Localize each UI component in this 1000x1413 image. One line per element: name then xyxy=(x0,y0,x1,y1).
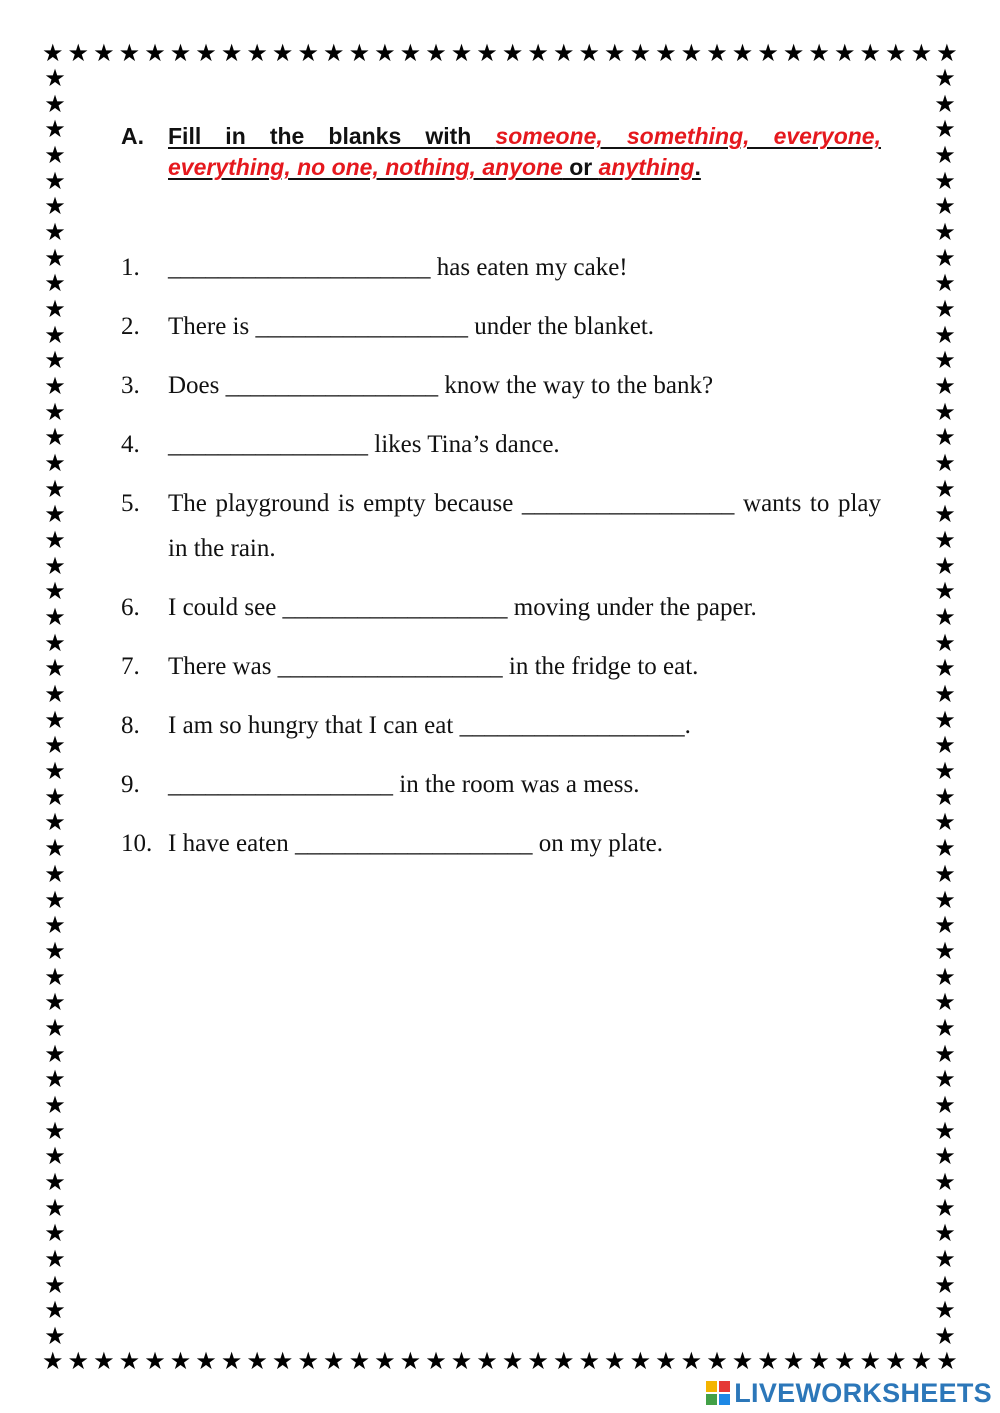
question-item xyxy=(121,422,881,467)
star-icon: ★ xyxy=(246,1347,268,1375)
question-item xyxy=(121,481,881,571)
word-list: someone, something, everyone, everything, no one, nothing, anyone xyxy=(168,123,881,180)
star-icon: ★ xyxy=(629,39,652,67)
star-icon: ★ xyxy=(578,1347,600,1375)
star-icon: ★ xyxy=(169,39,192,67)
question-text: I have eaten ___________________ on my plate. xyxy=(168,830,664,857)
star-icon: ★ xyxy=(118,39,141,67)
star-icon: ★ xyxy=(44,782,66,811)
star-icon: ★ xyxy=(44,628,66,657)
star-icon: ★ xyxy=(44,577,66,606)
star-icon: ★ xyxy=(44,1116,66,1145)
star-icon: ★ xyxy=(425,39,447,67)
star-icon: ★ xyxy=(578,39,600,67)
star-icon: ★ xyxy=(527,39,549,67)
question-number: 9. xyxy=(121,771,140,798)
star-icon: ★ xyxy=(934,1039,956,1068)
question-text: There is _________________ under the blanket. xyxy=(168,313,655,340)
star-icon: ★ xyxy=(476,39,498,67)
star-icon: ★ xyxy=(934,141,956,170)
star-icon: ★ xyxy=(44,1321,66,1350)
question-text: ________________ likes Tina’s dance. xyxy=(168,431,560,458)
star-icon: ★ xyxy=(44,1296,66,1325)
logo-square xyxy=(706,1394,717,1405)
star-icon: ★ xyxy=(44,320,66,349)
star-icon: ★ xyxy=(348,1347,371,1375)
star-icon: ★ xyxy=(934,603,956,632)
question-number: 3. xyxy=(121,372,140,399)
star-icon: ★ xyxy=(67,39,90,67)
star-icon: ★ xyxy=(44,757,66,786)
question-text: I could see __________________ moving under the paper. xyxy=(168,594,757,621)
star-icon: ★ xyxy=(44,1013,66,1042)
star-icon: ★ xyxy=(44,115,66,144)
star-icon: ★ xyxy=(348,39,371,67)
liveworksheets-logo-icon xyxy=(706,1381,730,1405)
star-icon: ★ xyxy=(44,474,66,503)
star-icon: ★ xyxy=(399,1347,422,1375)
star-icon: ★ xyxy=(934,551,956,580)
star-icon: ★ xyxy=(44,680,66,709)
watermark-text: LIVEWORKSHEETS xyxy=(734,1377,992,1408)
star-icon: ★ xyxy=(44,166,66,195)
star-icon: ★ xyxy=(44,372,66,401)
star-icon: ★ xyxy=(934,936,956,965)
star-icon: ★ xyxy=(297,1347,319,1375)
star-icon: ★ xyxy=(44,654,66,683)
star-icon: ★ xyxy=(44,705,66,734)
question-item xyxy=(121,703,881,748)
question-text: Does _________________ know the way to the bank? xyxy=(168,372,714,399)
instruction-prefix: Fill in the blanks with xyxy=(168,123,496,149)
star-icon: ★ xyxy=(552,39,575,67)
star-icon: ★ xyxy=(195,39,217,67)
star-icon: ★ xyxy=(680,1347,703,1375)
star-icon: ★ xyxy=(501,39,524,67)
star-icon: ★ xyxy=(782,1347,805,1375)
star-icon: ★ xyxy=(934,1321,956,1350)
section-instruction xyxy=(168,121,881,183)
star-icon: ★ xyxy=(934,628,956,657)
star-icon: ★ xyxy=(808,1347,830,1375)
star-icon: ★ xyxy=(44,885,66,914)
star-icon: ★ xyxy=(44,141,66,170)
star-icon: ★ xyxy=(44,551,66,580)
star-icon: ★ xyxy=(934,885,956,914)
star-icon: ★ xyxy=(144,1347,166,1375)
star-icon: ★ xyxy=(655,39,677,67)
instruction-end: . xyxy=(694,154,701,180)
star-icon: ★ xyxy=(934,218,956,247)
star-icon: ★ xyxy=(859,1347,882,1375)
star-icon: ★ xyxy=(323,1347,345,1375)
question-item xyxy=(121,821,881,866)
star-icon: ★ xyxy=(44,1039,66,1068)
star-icon: ★ xyxy=(450,1347,473,1375)
star-icon: ★ xyxy=(936,39,958,67)
star-icon: ★ xyxy=(42,39,64,67)
question-text: The playground is empty because _________________ wants to play in the rain. xyxy=(168,490,881,562)
star-icon: ★ xyxy=(934,269,956,298)
star-icon: ★ xyxy=(934,962,956,991)
star-icon: ★ xyxy=(44,911,66,940)
star-icon: ★ xyxy=(934,449,956,478)
star-icon: ★ xyxy=(934,1116,956,1145)
star-icon: ★ xyxy=(934,320,956,349)
star-icon: ★ xyxy=(833,1347,856,1375)
star-icon: ★ xyxy=(44,1193,66,1222)
star-icon: ★ xyxy=(934,654,956,683)
star-icon: ★ xyxy=(44,603,66,632)
star-icon: ★ xyxy=(44,243,66,272)
star-icon: ★ xyxy=(399,39,422,67)
star-icon: ★ xyxy=(44,64,66,92)
star-icon: ★ xyxy=(934,1090,956,1119)
star-icon: ★ xyxy=(934,859,956,888)
star-icon: ★ xyxy=(220,1347,243,1375)
star-icon: ★ xyxy=(44,397,66,426)
star-icon: ★ xyxy=(934,1219,956,1248)
star-icon: ★ xyxy=(934,243,956,272)
star-icon: ★ xyxy=(934,192,956,221)
star-icon: ★ xyxy=(44,218,66,247)
star-icon: ★ xyxy=(934,808,956,837)
star-icon: ★ xyxy=(604,1347,626,1375)
star-icon: ★ xyxy=(629,1347,652,1375)
star-border-bottom xyxy=(42,1348,958,1374)
star-icon: ★ xyxy=(44,192,66,221)
star-icon: ★ xyxy=(44,346,66,375)
star-border-left xyxy=(42,66,68,1348)
star-icon: ★ xyxy=(934,500,956,529)
star-icon: ★ xyxy=(934,911,956,940)
star-icon: ★ xyxy=(527,1347,549,1375)
star-icon: ★ xyxy=(934,705,956,734)
question-text: I am so hungry that I can eat __________________. xyxy=(168,712,691,739)
star-icon: ★ xyxy=(934,115,956,144)
star-icon: ★ xyxy=(44,269,66,298)
question-item xyxy=(121,304,881,349)
question-number: 4. xyxy=(121,431,140,458)
star-icon: ★ xyxy=(731,1347,754,1375)
star-icon: ★ xyxy=(271,1347,294,1375)
star-icon: ★ xyxy=(118,1347,141,1375)
question-number: 5. xyxy=(121,490,140,517)
star-icon: ★ xyxy=(169,1347,192,1375)
star-icon: ★ xyxy=(552,1347,575,1375)
star-icon: ★ xyxy=(44,423,66,452)
star-icon: ★ xyxy=(44,1065,66,1094)
star-icon: ★ xyxy=(934,988,956,1017)
star-icon: ★ xyxy=(934,474,956,503)
star-icon: ★ xyxy=(450,39,473,67)
star-icon: ★ xyxy=(44,500,66,529)
star-icon: ★ xyxy=(934,1142,956,1171)
star-icon: ★ xyxy=(910,39,933,67)
star-icon: ★ xyxy=(93,39,115,67)
logo-square xyxy=(719,1394,730,1405)
star-icon: ★ xyxy=(44,1219,66,1248)
star-icon: ★ xyxy=(833,39,856,67)
star-icon: ★ xyxy=(271,39,294,67)
star-icon: ★ xyxy=(934,680,956,709)
question-item xyxy=(121,644,881,689)
star-icon: ★ xyxy=(934,1244,956,1273)
star-icon: ★ xyxy=(934,346,956,375)
star-icon: ★ xyxy=(934,423,956,452)
star-icon: ★ xyxy=(44,449,66,478)
star-icon: ★ xyxy=(934,397,956,426)
question-item xyxy=(121,245,881,290)
star-icon: ★ xyxy=(44,1270,66,1299)
section-letter: A. xyxy=(121,123,144,149)
star-icon: ★ xyxy=(706,39,728,67)
star-icon: ★ xyxy=(731,39,754,67)
star-icon: ★ xyxy=(808,39,830,67)
star-icon: ★ xyxy=(934,1193,956,1222)
star-icon: ★ xyxy=(44,295,66,324)
star-icon: ★ xyxy=(220,39,243,67)
star-icon: ★ xyxy=(44,859,66,888)
star-icon: ★ xyxy=(655,1347,677,1375)
star-icon: ★ xyxy=(501,1347,524,1375)
question-number: 8. xyxy=(121,712,140,739)
star-icon: ★ xyxy=(374,1347,396,1375)
star-icon: ★ xyxy=(934,834,956,863)
star-icon: ★ xyxy=(44,988,66,1017)
star-icon: ★ xyxy=(859,39,882,67)
star-icon: ★ xyxy=(604,39,626,67)
question-number: 6. xyxy=(121,594,140,621)
question-number: 2. xyxy=(121,313,140,340)
question-number: 7. xyxy=(121,653,140,680)
star-icon: ★ xyxy=(44,1142,66,1171)
star-icon: ★ xyxy=(425,1347,447,1375)
star-icon: ★ xyxy=(42,1347,64,1375)
word-connector: or xyxy=(562,154,599,180)
star-icon: ★ xyxy=(706,1347,728,1375)
star-icon: ★ xyxy=(934,731,956,760)
star-icon: ★ xyxy=(934,1013,956,1042)
question-text: There was __________________ in the fridge to eat. xyxy=(168,653,699,680)
star-icon: ★ xyxy=(44,526,66,555)
star-icon: ★ xyxy=(44,962,66,991)
star-icon: ★ xyxy=(885,1347,907,1375)
star-icon: ★ xyxy=(934,757,956,786)
star-icon: ★ xyxy=(246,39,268,67)
star-icon: ★ xyxy=(44,834,66,863)
star-icon: ★ xyxy=(934,577,956,606)
question-text: _____________________ has eaten my cake! xyxy=(168,254,628,281)
star-icon: ★ xyxy=(934,372,956,401)
question-text: __________________ in the room was a mess. xyxy=(168,771,640,798)
star-icon: ★ xyxy=(782,39,805,67)
liveworksheets-watermark xyxy=(706,1378,992,1408)
star-icon: ★ xyxy=(297,39,319,67)
star-icon: ★ xyxy=(44,89,66,118)
star-border-right xyxy=(932,66,958,1348)
star-icon: ★ xyxy=(757,1347,779,1375)
star-icon: ★ xyxy=(934,166,956,195)
star-icon: ★ xyxy=(323,39,345,67)
star-icon: ★ xyxy=(757,39,779,67)
star-icon: ★ xyxy=(44,1090,66,1119)
star-icon: ★ xyxy=(934,1296,956,1325)
question-list xyxy=(121,245,881,866)
star-icon: ★ xyxy=(934,1065,956,1094)
question-item xyxy=(121,585,881,630)
star-icon: ★ xyxy=(44,731,66,760)
star-icon: ★ xyxy=(195,1347,217,1375)
star-icon: ★ xyxy=(93,1347,115,1375)
star-icon: ★ xyxy=(680,39,703,67)
question-number: 10. xyxy=(121,830,153,857)
star-icon: ★ xyxy=(44,1244,66,1273)
star-border-top xyxy=(42,40,958,66)
star-icon: ★ xyxy=(44,936,66,965)
star-icon: ★ xyxy=(936,1347,958,1375)
star-icon: ★ xyxy=(44,808,66,837)
question-item xyxy=(121,363,881,408)
star-icon: ★ xyxy=(44,1167,66,1196)
logo-square xyxy=(719,1381,730,1392)
star-icon: ★ xyxy=(374,39,396,67)
question-number: 1. xyxy=(121,254,140,281)
star-icon: ★ xyxy=(934,295,956,324)
word-last: anything xyxy=(598,154,695,180)
star-icon: ★ xyxy=(934,526,956,555)
star-icon: ★ xyxy=(934,1270,956,1299)
star-icon: ★ xyxy=(934,782,956,811)
star-icon: ★ xyxy=(934,89,956,118)
star-icon: ★ xyxy=(910,1347,933,1375)
logo-square xyxy=(706,1381,717,1392)
section-heading xyxy=(121,121,881,183)
star-icon: ★ xyxy=(67,1347,90,1375)
star-icon: ★ xyxy=(934,64,956,92)
star-icon: ★ xyxy=(476,1347,498,1375)
star-icon: ★ xyxy=(144,39,166,67)
star-icon: ★ xyxy=(934,1167,956,1196)
star-icon: ★ xyxy=(885,39,907,67)
question-item xyxy=(121,762,881,807)
